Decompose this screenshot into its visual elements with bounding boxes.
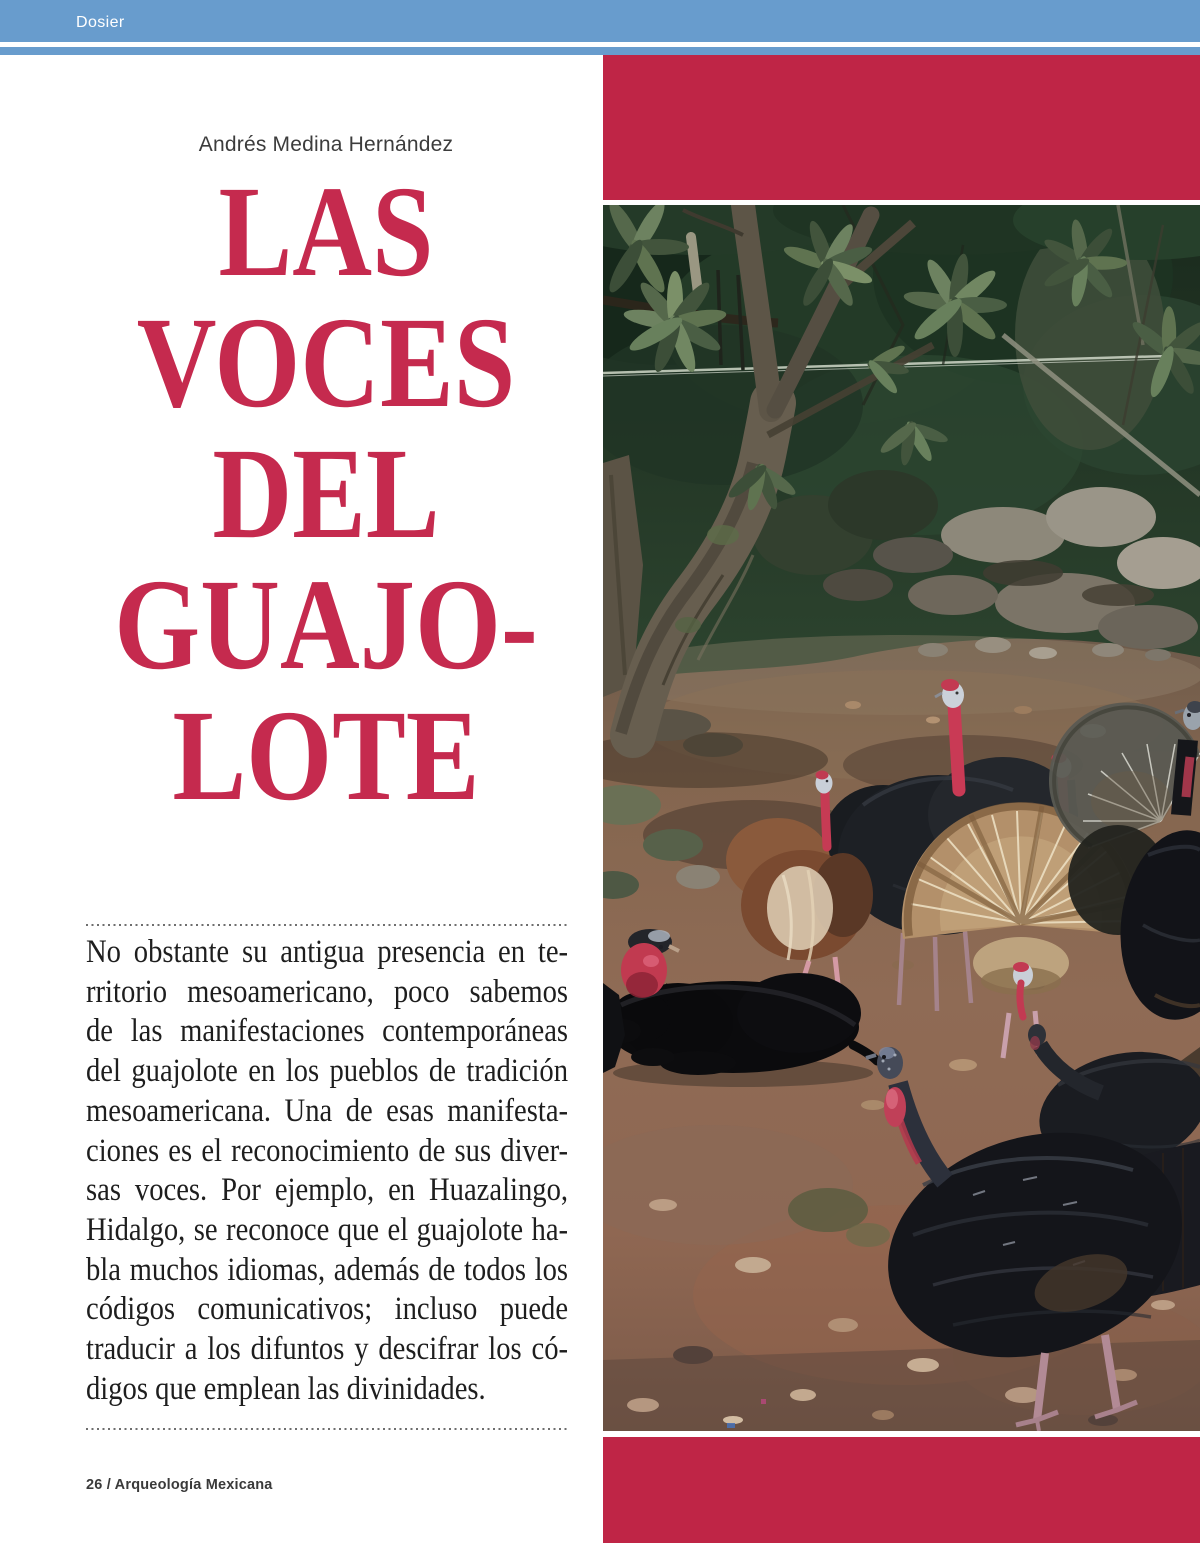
page-footer: 26 / Arqueología Mexicana [86,1477,273,1493]
section-label: Dosier [76,14,125,31]
intro-paragraph [86,933,568,1409]
body-line: No obstante su antigua presencia en te- [86,934,569,970]
header-strip [0,47,1200,55]
dotted-rule-top [86,924,568,926]
author-name: Andrés Medina Hernández [198,133,454,156]
title-line: VOCES [136,291,516,435]
body-line: mesoamericana. Una de esas manifesta- [86,1092,569,1129]
body-line: ciones es el reconocimiento de sus diver- [86,1132,569,1169]
section-header-bar [0,0,1200,42]
body-line: rritorio mesoamericano, poco sabemos [86,973,569,1010]
title-line: DEL [212,422,440,566]
photo-panel [603,55,1200,1543]
red-band-bottom [603,1437,1200,1543]
article-title [114,160,539,828]
body-line: digos que emplean las divinidades. [86,1370,486,1407]
body-line: Hidalgo, se reconoce que el guajolote ha- [86,1211,569,1248]
turkeys-photo [603,205,1200,1431]
body-line: del guajolote en los pueblos de tradición [86,1053,569,1090]
dotted-rule-bottom [86,1428,568,1430]
body-line: de las manifestaciones contemporáneas [86,1013,569,1050]
title-line: LOTE [172,684,480,828]
body-line: bla muchos idiomas, además de todos los [86,1251,569,1288]
body-line: traducir a los difuntos y descifrar los có- [86,1331,569,1368]
title-line: LAS [218,160,434,304]
red-band-top [603,55,1200,200]
title-line: GUAJO- [114,553,538,697]
body-line: sas voces. Por ejemplo, en Huazalingo, [86,1172,569,1209]
body-line: códigos comunicativos; incluso puede [86,1291,569,1328]
